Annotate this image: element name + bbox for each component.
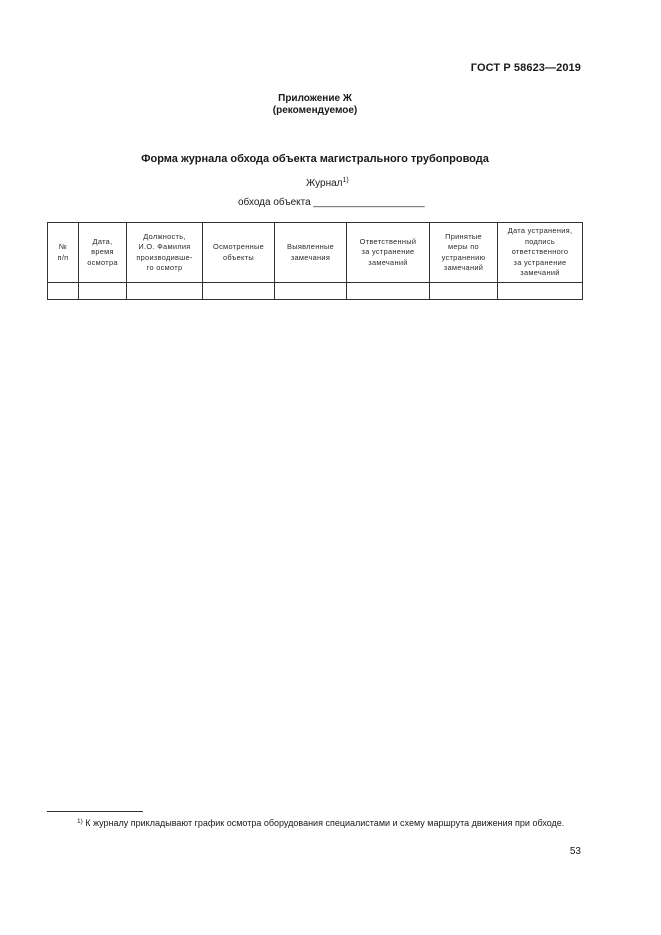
- column-header-measures: Принятые меры по устранению замечаний: [430, 223, 498, 283]
- appendix-heading: [0, 93, 630, 117]
- journal-label: Журнал: [306, 178, 343, 189]
- footnote: [47, 817, 587, 830]
- object-line: обхода объекта ____________________: [238, 197, 425, 208]
- footnote-text: К журналу прикладывают график осмотра оборудования специалистами и схему маршрута движения при обходе.: [82, 818, 565, 828]
- column-header-responsible: Ответственный за устранение замечаний: [347, 223, 430, 283]
- column-header-inspector: Должность, И.О. Фамилия производивше- го осмотр: [127, 223, 203, 283]
- table-cell: [203, 283, 275, 300]
- table-cell: [275, 283, 347, 300]
- table-header-row: [48, 223, 583, 283]
- column-header-number: № п/п: [48, 223, 79, 283]
- form-title: Форма журнала обхода объекта магистрального трубопровода: [141, 153, 489, 165]
- column-header-date-time: Дата, время осмотра: [79, 223, 127, 283]
- table-cell: [79, 283, 127, 300]
- table-cell: [127, 283, 203, 300]
- journal-label-line: [306, 178, 349, 189]
- column-header-inspected-objects: Осмотренные объекты: [203, 223, 275, 283]
- footnote-mark: 1): [77, 818, 83, 825]
- column-header-fix-date-signature: Дата устранения, подпись ответственного за устранение замечаний: [498, 223, 583, 283]
- column-header-remarks: Выявленные замечания: [275, 223, 347, 283]
- appendix-title: Приложение Ж: [278, 93, 352, 104]
- table-cell: [430, 283, 498, 300]
- appendix-status: (рекомендуемое): [272, 105, 358, 116]
- page-number: 53: [569, 846, 581, 857]
- table-cell: [347, 283, 430, 300]
- table-cell: [48, 283, 79, 300]
- standard-code: ГОСТ Р 58623—2019: [470, 62, 581, 74]
- table-cell: [498, 283, 583, 300]
- footnote-divider: [47, 811, 143, 812]
- journal-table: [47, 222, 583, 300]
- table-row: [48, 283, 583, 300]
- journal-footnote-ref: 1): [342, 177, 349, 184]
